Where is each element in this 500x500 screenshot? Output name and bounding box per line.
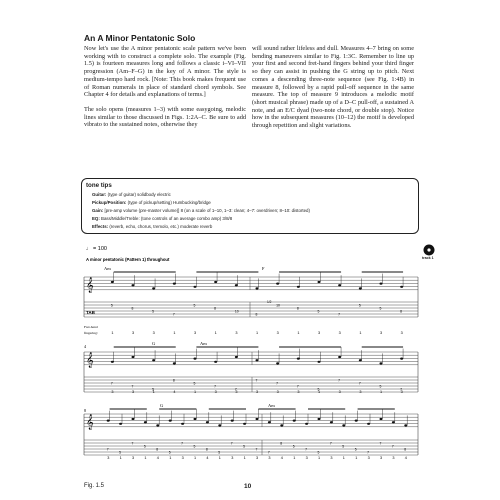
treble-clef: 𝄞: [86, 278, 94, 293]
tab-number: 5: [193, 444, 196, 449]
tab-number: 5: [342, 444, 345, 449]
fingering-number: 3: [305, 456, 308, 460]
tab-number: 7: [391, 444, 394, 449]
tab-number: 5: [317, 387, 320, 392]
fingering-number: 1: [380, 390, 383, 394]
tab-number: 7: [338, 312, 341, 317]
fingering-number: 3: [235, 331, 238, 335]
fingering-number: 4: [404, 456, 407, 460]
chord-symbol: Am: [200, 341, 207, 346]
tab-number: 7: [214, 384, 217, 389]
fingering-number: 3: [181, 456, 184, 460]
fingering-number: 4: [156, 456, 159, 460]
bend-mark: 1/2: [267, 300, 272, 304]
fingering-label: fingering:: [84, 331, 98, 335]
note-head: [194, 286, 197, 288]
fingering-number: 3: [359, 390, 362, 394]
fingering-number: 3: [276, 331, 279, 335]
tone-tip-text: (type of pickup/setting) Humbucking/bridge: [127, 200, 211, 205]
note-head: [280, 424, 283, 426]
fingering-number: 1: [111, 331, 114, 335]
tab-number: 5: [168, 450, 171, 455]
note-head: [359, 359, 362, 361]
note-head: [380, 362, 383, 364]
note-head: [111, 361, 114, 363]
tab-number: 7: [234, 387, 237, 392]
tab-number: 8: [400, 309, 403, 314]
tab-number: 8: [404, 447, 407, 452]
fingering-number: 1: [144, 456, 147, 460]
tone-tip-label: EQ:: [92, 216, 100, 221]
note-head: [181, 423, 184, 425]
tab-number: 7: [181, 441, 183, 446]
tab-number: 7: [131, 384, 134, 389]
figure-label: Fig. 1.5: [84, 483, 105, 489]
tab-number: 5: [358, 303, 361, 308]
note-head: [359, 287, 362, 289]
note-head: [268, 421, 271, 423]
note-head: [276, 283, 279, 285]
note-head: [330, 421, 333, 423]
fingering-number: 3: [392, 456, 395, 460]
tab-number: 5: [119, 450, 121, 455]
tab-number: 5: [354, 447, 357, 452]
note-head: [400, 286, 403, 288]
measure-number: 8: [84, 408, 87, 413]
tab-number: 7: [131, 441, 134, 446]
note-head: [338, 356, 341, 358]
tone-tip-text: [pre-amp volume (pre-master volume)] 8 (on a scale of 1–10, 1–3: clean; 4–7: overdriven; 8–10: distorted): [104, 208, 310, 213]
fingering-number: 3: [235, 390, 238, 394]
tab-number: 8: [296, 306, 299, 311]
note-head: [380, 418, 383, 420]
fingering-number: 1: [194, 390, 197, 394]
fingering-number: 1: [194, 456, 197, 460]
fingering-number: 1: [119, 456, 122, 460]
note-head: [156, 424, 159, 426]
fingering-number: 1: [342, 456, 345, 460]
note-head: [144, 421, 147, 423]
tab-number: 10: [234, 309, 239, 314]
fingering-number: 1: [243, 456, 246, 460]
tab-number: 5: [379, 306, 382, 311]
fret-hand-label: Fret-hand: [84, 325, 98, 329]
fingering-number: 4: [173, 390, 176, 394]
note-head: [276, 362, 279, 364]
tab-number: 5: [292, 444, 295, 449]
tab-number: 7: [230, 441, 233, 446]
tab-number: 7: [400, 387, 403, 392]
tab-number: 5: [110, 303, 113, 308]
fingering-number: 3: [276, 390, 279, 394]
treble-clef: 𝄞: [86, 353, 94, 368]
note-head: [318, 361, 321, 363]
note-head: [206, 421, 209, 423]
tone-tips-title: tone tips: [86, 182, 112, 189]
note-head: [231, 420, 234, 422]
tab-number: 8: [214, 306, 217, 311]
tab-number: 5: [143, 444, 146, 449]
tab-number: 7: [106, 447, 109, 452]
fingering-number: 1: [169, 456, 172, 460]
fingering-number: 1: [318, 390, 321, 394]
chord-symbol: F: [262, 266, 265, 271]
tab-number: 7: [329, 441, 332, 446]
note-head: [355, 420, 358, 422]
fingering-number: 3: [367, 456, 370, 460]
fingering-number: 3: [214, 390, 217, 394]
note-head: [400, 358, 403, 360]
tab-number: 5: [193, 303, 196, 308]
tab-number: 7: [296, 384, 299, 389]
tab-number: 7: [255, 447, 258, 452]
note-head: [342, 424, 345, 426]
tab-number: 8: [172, 378, 175, 383]
fingering-number: 1: [256, 331, 259, 335]
note-head: [318, 418, 321, 420]
chord-symbol: Am: [268, 403, 275, 408]
fingering-number: 3: [132, 331, 135, 335]
tab-number: 7: [267, 450, 270, 455]
note-head: [152, 359, 155, 361]
note-head: [380, 283, 383, 285]
left-paragraph-1: Now let's use the A minor pentatonic scale pattern we've been working with to construct a complete solo. The example (Fig. 1.5) is fourteen measures long and follows a classic i–VI–VII progression (Am–F–G) in the key of A minor. The style is medium-tempo hard rock. [Note: This book makes frequent use of Roman numerals in place of standard chord symbols. See Chapter 4 for details and explanations of terms.]: [84, 45, 246, 99]
fingering-number: 3: [194, 331, 197, 335]
note-head: [367, 423, 370, 425]
fingering-number: 3: [400, 390, 403, 394]
fingering-number: 4: [206, 456, 209, 460]
chord-symbol: G: [152, 341, 156, 346]
cd-track-label: track 1: [422, 256, 434, 260]
tempo-marking: ♩ = 100: [86, 246, 107, 252]
tone-tip-text: (reverb, echo, chorus, tremolo, etc.) moderate reverb: [109, 224, 213, 229]
note-head: [119, 423, 122, 425]
fingering-number: 4: [280, 456, 283, 460]
tab-number: 5: [243, 444, 245, 449]
tab-number: 5: [218, 450, 221, 455]
tab-number: 5: [193, 381, 196, 386]
tab-number: 8: [131, 306, 134, 311]
note-head: [194, 358, 197, 360]
fingering-number: 3: [231, 456, 234, 460]
tab-number: 7: [172, 312, 175, 317]
note-head: [214, 361, 217, 363]
fingering-number: 3: [380, 331, 383, 335]
fingering-number: 3: [256, 390, 259, 394]
note-head: [392, 421, 395, 423]
fingering-number: 3: [318, 331, 321, 335]
fingering-number: 1: [297, 331, 300, 335]
note-head: [107, 420, 110, 422]
chord-symbol: Am: [104, 266, 111, 271]
note-head: [235, 356, 238, 358]
note-head: [194, 418, 197, 420]
fingering-number: 3: [380, 456, 383, 460]
fingering-number: 3: [400, 331, 403, 335]
tab-number: 7: [255, 378, 258, 383]
fingering-number: 3: [297, 390, 300, 394]
tone-tip-label: Pickup/Position:: [92, 200, 127, 205]
tone-tip-text: Bass/Middle/Treble: (tone controls of an average combo amp) 3/8/8: [101, 216, 233, 221]
note-head: [111, 281, 114, 283]
tab-number: 5: [317, 309, 320, 314]
fingering-number: 1: [355, 456, 358, 460]
fingering-number: 3: [338, 331, 341, 335]
fingering-number: 3: [132, 390, 135, 394]
fingering-number: 1: [214, 331, 217, 335]
note-head: [305, 423, 308, 425]
note-head: [132, 284, 135, 286]
fingering-number: 1: [359, 331, 362, 335]
note-head: [152, 287, 155, 289]
note-head: [256, 418, 259, 420]
tab-number: 8: [280, 441, 283, 446]
tone-tip-label: Guitar:: [92, 192, 107, 197]
note-head: [256, 359, 259, 361]
note-head: [404, 424, 407, 426]
tab-number: 5: [152, 309, 155, 314]
pattern-label: A minor pentatonic (Pattern 1) throughout: [86, 257, 170, 262]
note-head: [293, 420, 296, 422]
tab-number: 7: [367, 450, 369, 455]
fingering-number: 1: [293, 456, 296, 460]
tone-tip-label: Gain:: [92, 208, 104, 213]
note-head: [132, 356, 135, 358]
tone-tip-label: Effects:: [92, 224, 109, 229]
tab-number: 7: [305, 447, 307, 452]
tab-number: 7: [110, 381, 113, 386]
note-head: [218, 424, 221, 426]
note-head: [297, 358, 300, 360]
fingering-number: 3: [152, 331, 155, 335]
fingering-number: 3: [338, 390, 341, 394]
tab-number: 8: [255, 312, 258, 317]
fingering-number: 3: [256, 456, 259, 460]
measure-number: 4: [84, 344, 87, 349]
tab-number: 8: [156, 447, 159, 452]
note-head: [132, 418, 135, 420]
tab-number: 7: [276, 381, 279, 386]
section-heading: An A Minor Pentatonic Solo: [84, 33, 196, 43]
fingering-number: 1: [318, 456, 321, 460]
tab-number: 5: [379, 384, 382, 389]
tab-number: 8: [205, 447, 208, 452]
tab-number: 5: [152, 387, 155, 392]
note-head: [297, 286, 300, 288]
note-head: [214, 281, 217, 283]
fingering-number: 1: [218, 456, 221, 460]
note-head: [235, 284, 238, 286]
chord-symbol: G: [160, 403, 164, 408]
left-paragraph-2: The solo opens (measures 1–3) with some easygoing, melodic lines similar to those discussed in Figs. 1:2A–C. Be sure to add vibrato to the sustained notes, otherwise they: [84, 105, 246, 129]
tab-number: 7: [338, 378, 341, 383]
right-paragraph-1: will sound rather lifeless and dull. Measures 4–7 bring on some bending maneuvers similar to Fig. 1:3C. Remember to line up your first and second fret-hand fingers behind your third finger so they can assist in pushing the G string up to pitch. Next comes a descending three-note sequence (see Fig. 1:4B) in measure 8, followed by a rapid pull-off sequence in the same measure. The top of measure 9 introduces a melodic motif (short musical phrase) made up of a D–C pull-off, a sustained A note, and an E/C dyad (two-note chord, or double stop). Notice how in the subsequent measures (10–12) the motif is developed through repetition and slight variations.: [252, 45, 414, 130]
note-head: [173, 283, 176, 285]
fingering-number: 3: [107, 456, 110, 460]
note-head: [243, 423, 246, 425]
fingering-number: 1: [173, 331, 176, 335]
fingering-number: 3: [268, 456, 271, 460]
note-head: [318, 281, 321, 283]
note-head: [173, 362, 176, 364]
fingering-number: 1: [152, 390, 155, 394]
tab-clef: TAB: [86, 310, 95, 315]
page-number: 10: [244, 483, 252, 490]
note-head: [256, 287, 259, 289]
fingering-number: 3: [111, 390, 114, 394]
tab-number: 5: [317, 450, 320, 455]
note-head: [338, 284, 341, 286]
tone-tip-text: (type of guitar) solidbody electric: [107, 192, 171, 197]
tab-number: 7: [379, 441, 382, 446]
tab-number: 10: [276, 303, 280, 308]
tab-number: 7: [358, 381, 361, 386]
note-head: [169, 420, 172, 422]
treble-clef: 𝄞: [86, 415, 94, 430]
fingering-number: 3: [132, 456, 135, 460]
fingering-number: 3: [330, 456, 333, 460]
